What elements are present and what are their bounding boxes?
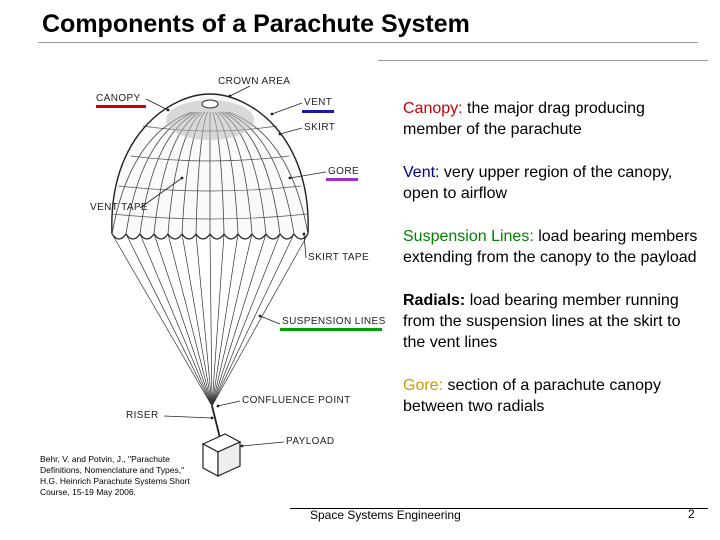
payload-box	[203, 434, 240, 476]
definition-term: Canopy:	[403, 100, 463, 117]
definition-item	[403, 290, 703, 353]
label-gore: GORE	[328, 166, 360, 177]
definition-term: Gore:	[403, 377, 444, 394]
parachute-illustration	[90, 66, 390, 496]
canopy-highlight	[96, 105, 146, 108]
footer-course-name: Space Systems Engineering	[310, 508, 461, 522]
page-number: 2	[688, 507, 695, 521]
slide-title: Components of a Parachute System	[42, 10, 470, 38]
label-confluence-point: CONFLUENCE POINT	[242, 395, 351, 406]
gore-highlight	[326, 178, 358, 181]
label-vent-tape: VENT TAPE	[90, 202, 149, 213]
definition-text: load bearing members extending from the canopy to the payload	[403, 228, 698, 266]
suspension-lines-highlight	[280, 328, 382, 331]
label-payload: PAYLOAD	[286, 436, 335, 447]
label-skirt: SKIRT	[304, 122, 336, 133]
label-crown-area: CROWN AREA	[218, 76, 291, 87]
definition-text: very upper region of the canopy, open to airflow	[403, 164, 673, 202]
label-vent: VENT	[304, 97, 333, 108]
definition-item	[403, 226, 703, 268]
definition-item	[403, 98, 703, 140]
definition-item	[403, 162, 703, 204]
parachute-diagram	[90, 66, 390, 496]
definitions-list	[403, 98, 703, 439]
label-suspension-lines: SUSPENSION LINES	[282, 316, 386, 327]
definition-term: Suspension Lines:	[403, 228, 534, 245]
definition-text: the major drag producing member of the parachute	[403, 100, 645, 138]
definition-term: Vent:	[403, 164, 440, 181]
label-canopy: CANOPY	[96, 93, 141, 104]
title-divider	[38, 42, 698, 43]
diagram-frame-rule	[378, 60, 708, 61]
citation: Behr, V. and Potvin, J., "Parachute Definitions, Nomenclature and Types," H.G. Heinrich Parachute Systems Short Course, 15-19 May 2006.	[40, 454, 190, 497]
definition-term: Radials:	[403, 292, 466, 309]
definition-item	[403, 375, 703, 417]
label-riser: RISER	[126, 410, 159, 421]
label-skirt-tape: SKIRT TAPE	[308, 252, 370, 263]
definition-text: load bearing member running from the suspension lines at the skirt to the vent lines	[403, 292, 681, 351]
canopy-drawing	[112, 94, 308, 239]
definition-text: section of a parachute canopy between two radials	[403, 377, 661, 415]
vent-highlight	[302, 110, 334, 113]
